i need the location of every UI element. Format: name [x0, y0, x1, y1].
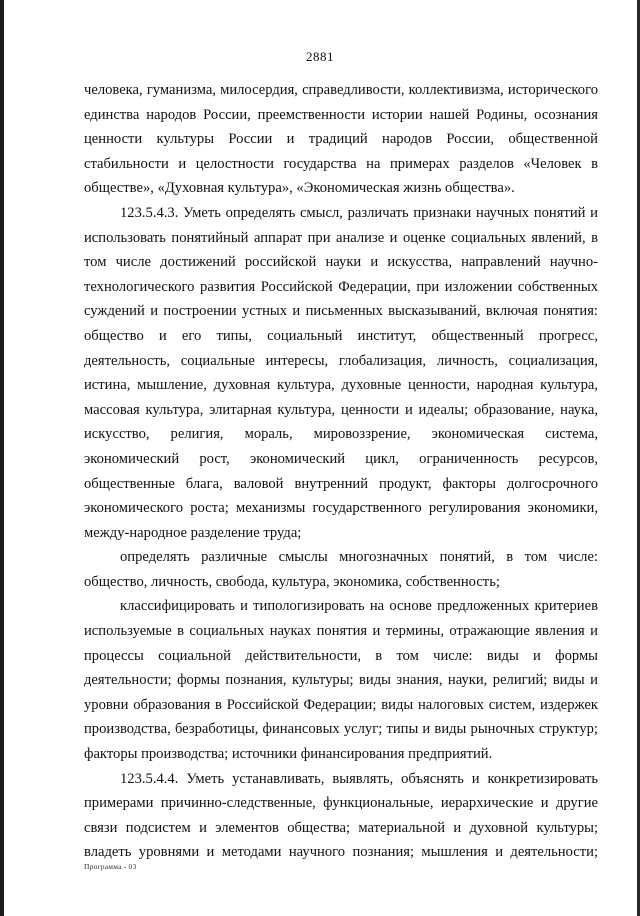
scan-border-left: [0, 0, 4, 916]
page-footer: Программа - 03: [84, 862, 137, 871]
paragraph-continuation: человека, гуманизма, милосердия, справедливости, коллективизма, исторического единства народов России, преемственности истории нашей Родины, осознания ценности культуры России и традиций народов России, общественной стабильности и целостности государства на примерах разделов «Человек в обществе», «Духовная культура», «Экономическая жизнь общества».: [84, 82, 598, 197]
paragraph-123-5-4-4: 123.5.4.4. Уметь устанавливать, выявлять, объяснять и конкретизировать примерами причинно-следственные, функциональные, иерархические и другие связи подсистем и элементов общества; материальной и духовной культуры; владеть уровнями и методами научного познания; мышления и деятельности;: [84, 770, 598, 861]
paragraph-meanings: определять различные смыслы многозначных понятий, в том числе: общество, личность, свобода, культура, экономика, собственность;: [84, 549, 598, 590]
paragraph-classify: классифицировать и типологизировать на основе предложенных критериев используемые в социальных науках понятия и термины, отражающие явления и процессы социальной действительности, в том числе: виды и формы деятельности; формы познания, культуры; виды знания, науки, религий; виды и уровни образования в Российской Федерации; виды налоговых систем, издержек производства, безработицы, финансовых услуг; типы и виды рыночных структур; факторы производства; источники финансирования предприятий.: [84, 598, 598, 763]
page-number: 2881: [306, 49, 334, 64]
document-body: [84, 78, 598, 865]
paragraph-123-5-4-3: 123.5.4.3. Уметь определять смысл, различать признаки научных понятий и использовать понятийный аппарат при анализе и оценке социальных явлений, в том числе достижений российской науки и искусства, направлений научно-технологического развития Российской Федерации, при изложении собственных суждений и построении устных и письменных высказываний, включая понятия: общество и его типы, социальный институт, общественный прогресс, деятельность, социальные интересы, глобализация, личность, социализация, истина, мышление, духовная культура, духовные ценности, народная культура, массовая культура, элитарная культура, ценности и идеалы; образование, наука, искусство, религия, мораль, мировоззрение, экономическая система, экономический рост, экономический цикл, ограниченность ресурсов, общественные блага, валовой внутренний продукт, факторы долгосрочного экономического роста; механизмы государственного регулирования экономики, между-народное разделение труда;: [84, 204, 598, 541]
